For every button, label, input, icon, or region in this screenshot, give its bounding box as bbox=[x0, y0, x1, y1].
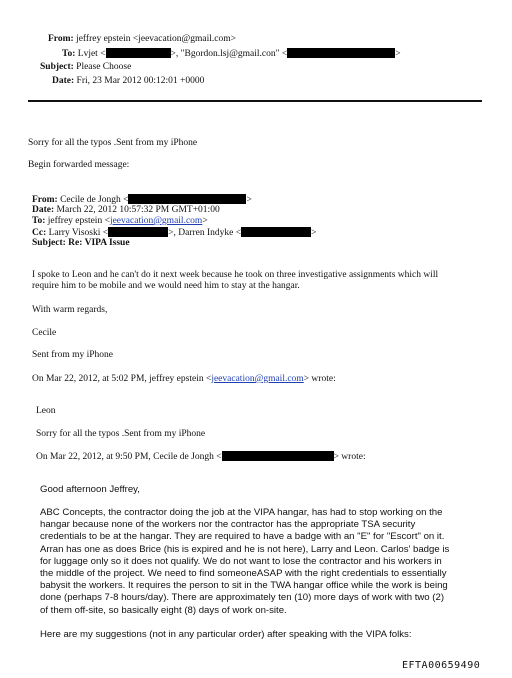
header-to-label: To: bbox=[62, 49, 76, 59]
header-to-value-1: Lvjet < bbox=[77, 49, 106, 59]
email-para1-line: the middle of the project. We need to find someoneASAP with the right credentials to essentially bbox=[40, 568, 447, 580]
email-para1-line: of them off-site, so basically eight (8) days of work on-site. bbox=[40, 604, 287, 616]
header-to-value-2: >, "Bgordon.lsj@gmail.con" < bbox=[170, 49, 288, 59]
document-id: EFTA00659490 bbox=[402, 660, 481, 671]
forwarded-subject-row bbox=[32, 238, 130, 248]
forwarded-date-row bbox=[32, 205, 220, 215]
forwarded-to-end: > bbox=[202, 216, 208, 226]
header-subject-value: Please Choose bbox=[76, 62, 132, 72]
message-on-line-text-1: On Mar 22, 2012, at 5:02 PM, jeffrey epstein < bbox=[32, 374, 212, 384]
quoted-on-line bbox=[36, 451, 366, 462]
header-date-value: Fri, 23 Mar 2012 00:12:01 +0000 bbox=[76, 76, 205, 86]
forwarded-cc-value-1: Larry Visoski < bbox=[48, 228, 109, 238]
redaction-box bbox=[241, 227, 311, 237]
forwarded-subject-value: Re: VIPA Issue bbox=[68, 238, 130, 248]
forwarded-to-label: To: bbox=[32, 216, 46, 226]
email-para1-line: hangar because none of the workers nor the contractor has the appropriate TSA security bbox=[40, 519, 416, 531]
forwarded-date-value: March 22, 2012 10:57:32 PM GMT+01:00 bbox=[56, 205, 220, 215]
typos-line: Sorry for all the typos .Sent from my iPhone bbox=[28, 138, 198, 148]
header-to-value-3: > bbox=[395, 49, 401, 59]
email-para1-line: babysit the workers. It requires the person to sit in the TWA hangar office while the work is being bbox=[40, 580, 448, 592]
header-from-label: From: bbox=[48, 34, 74, 44]
forwarded-from-value: Cecile de Jongh < bbox=[60, 195, 129, 205]
redaction-box bbox=[106, 48, 171, 58]
forwarded-from-end: > bbox=[246, 195, 252, 205]
redaction-box bbox=[128, 194, 246, 204]
quoted-on-line-text-2: > wrote: bbox=[333, 452, 366, 462]
forwarded-subject-label: Subject: bbox=[32, 238, 66, 248]
quoted-on-line-text-1: On Mar 22, 2012, at 9:50 PM, Cecile de Jongh < bbox=[36, 452, 222, 462]
message-regards: With warm regards, bbox=[32, 305, 108, 315]
redaction-box bbox=[222, 451, 334, 461]
forwarded-to-email-link[interactable]: jeevacation@gmail.com bbox=[109, 216, 203, 226]
email-para1-line: Arran has one as does Brice (his is expired and he is not here), Larry and Leon. Carlos' badge is bbox=[40, 543, 450, 555]
begin-forwarded-line: Begin forwarded message: bbox=[28, 160, 130, 170]
header-to-row bbox=[62, 48, 401, 59]
header-subject-row bbox=[40, 62, 131, 72]
message-sent-from: Sent from my iPhone bbox=[32, 350, 114, 360]
message-on-line bbox=[32, 374, 336, 384]
quoted-typos-line: Sorry for all the typos .Sent from my iPhone bbox=[36, 429, 206, 439]
header-date-label: Date: bbox=[52, 76, 75, 86]
header-date-row bbox=[52, 76, 204, 86]
header-from-value: jeffrey epstein <jeevacation@gmail.com> bbox=[76, 34, 236, 44]
header-subject-label: Subject: bbox=[40, 62, 74, 72]
email-para1-line: ABC Concepts, the contractor doing the job at the VIPA hangar, has had to stop working on the bbox=[40, 507, 443, 518]
forwarded-cc-value-2: >, Darren Indyke < bbox=[168, 228, 242, 238]
quoted-leon: Leon bbox=[36, 406, 56, 416]
email-para1-line: credentials to be at the hangar. They are required to have a badge with an "E" for "Escort" on it. bbox=[40, 531, 445, 543]
message-signature: Cecile bbox=[32, 328, 57, 338]
email-greeting: Good afternoon Jeffrey, bbox=[40, 484, 140, 495]
header-divider bbox=[28, 100, 482, 102]
email-paragraph-2: Here are my suggestions (not in any particular order) after speaking with the VIPA folks: bbox=[40, 629, 412, 640]
header-from-row bbox=[48, 34, 236, 44]
email-paragraph-1 bbox=[40, 507, 500, 617]
forwarded-from-row bbox=[32, 194, 252, 205]
message-on-line-email-link[interactable]: jeevacation@gmail.com bbox=[211, 374, 304, 384]
forwarded-to-row bbox=[32, 216, 208, 226]
forwarded-to-value: jeffrey epstein < bbox=[47, 216, 110, 226]
forwarded-from-label: From: bbox=[32, 195, 58, 205]
message-on-line-text-2: > wrote: bbox=[303, 374, 336, 384]
email-para1-line: done (perhaps 7-8 hours/day). There are approximately ten (10) more days of work with two (2) bbox=[40, 592, 445, 604]
redaction-box bbox=[108, 227, 168, 237]
forwarded-date-label: Date: bbox=[32, 205, 55, 215]
forwarded-cc-value-3: > bbox=[311, 228, 317, 238]
forwarded-cc-label: Cc: bbox=[32, 228, 47, 238]
forwarded-cc-row bbox=[32, 227, 316, 238]
message-line-1: I spoke to Leon and he can't do it next week because he took on three investigative assignments which will bbox=[32, 270, 439, 280]
redaction-box bbox=[287, 48, 395, 58]
email-para1-line: for luggage only so it does not qualify. We do not want to lose the contractor and his workers in bbox=[40, 555, 442, 567]
message-line-2: require him to be mobile and we would need him to stay at the hangar. bbox=[32, 281, 300, 291]
